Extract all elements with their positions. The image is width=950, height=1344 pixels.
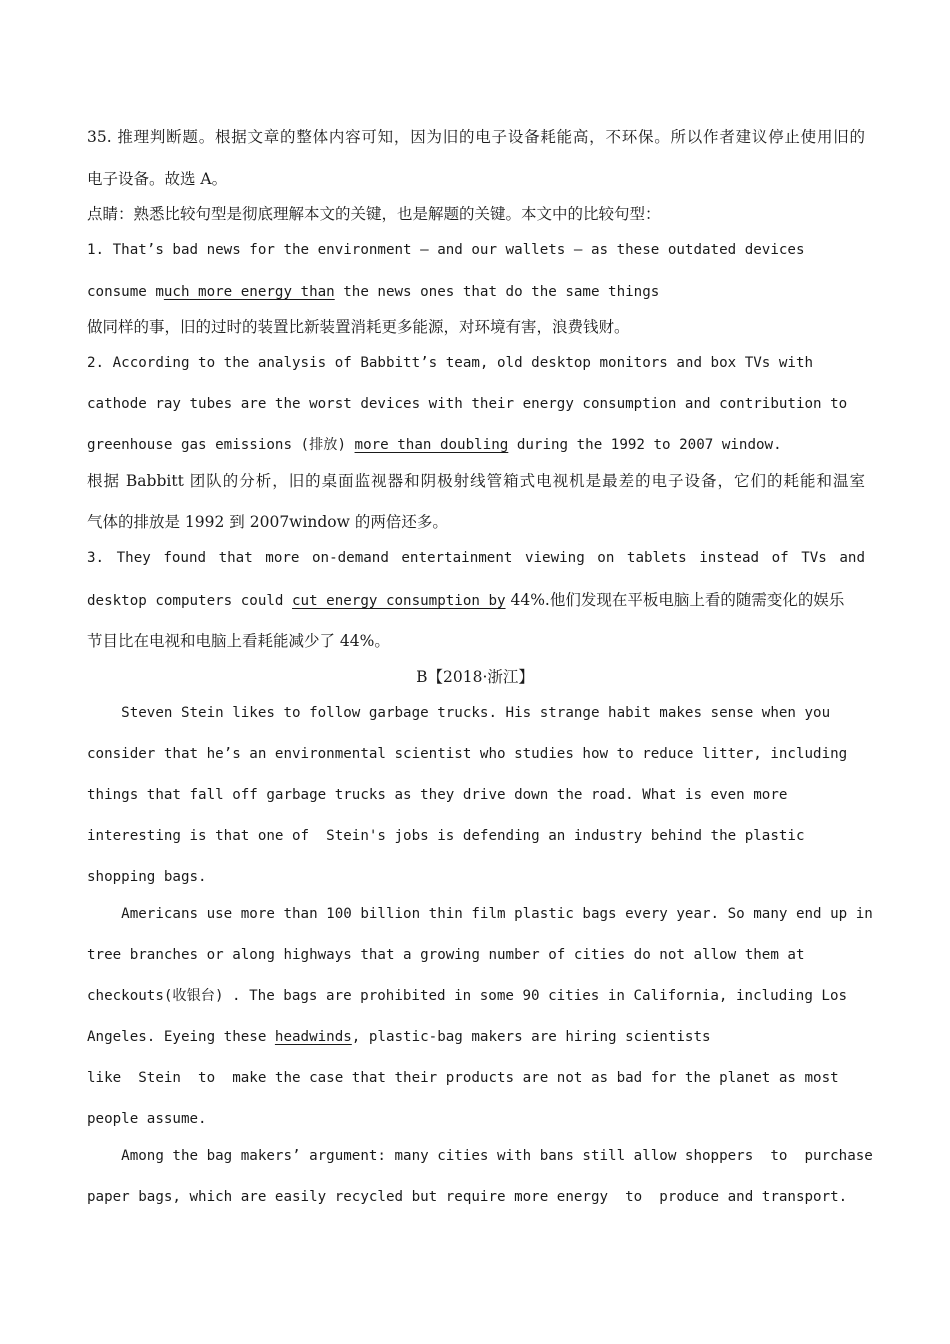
paragraph-2-line-1: Americans use more than 100 billion thin film plastic bags every year. So many end up in: [87, 906, 873, 922]
underlined-phrase: cut energy consumption by: [292, 593, 506, 609]
underlined-phrase: more than doubling: [354, 437, 509, 453]
sentence-1-translation: 做同样的事，旧的过时的装置比新装置消耗更多能源，对环境有害，浪费钱财。: [87, 318, 630, 336]
answer-35-line-2: 电子设备。故选 A。: [87, 170, 228, 188]
paragraph-1-line-4: interesting is that one of Stein's jobs is defending an industry behind the plastic: [87, 828, 805, 844]
underlined-word: headwinds: [274, 1029, 352, 1045]
sentence-1-line-1: 1. That’s bad news for the environment – and our wallets – as these outdated devices: [87, 242, 805, 258]
sentence-2-line-1: 2. According to the analysis of Babbitt’s team, old desktop monitors and box TVs with: [87, 355, 814, 371]
text-segment: during the 1992 to 2007 window.: [508, 437, 782, 453]
paragraph-2-line-4: [87, 1027, 711, 1047]
paragraph-1-line-5: shopping bags.: [87, 869, 207, 885]
sentence-3-line-1: 3. They found that more on-demand entertainment viewing on tablets instead of TVs and: [87, 550, 865, 566]
underlined-phrase: uch more energy than: [163, 284, 335, 300]
text-segment: 44%.他们发现在平板电脑上看的随需变化的娱乐: [505, 591, 845, 609]
text-segment: , plastic-bag makers are hiring scientists: [351, 1029, 711, 1045]
paragraph-1-line-2: consider that he’s an environmental scientist who studies how to reduce litter, including: [87, 746, 848, 762]
sentence-3-line-2: [87, 590, 844, 611]
paragraph-2-line-3: checkouts(收银台) . The bags are prohibited in some 90 cities in California, including Los: [87, 988, 848, 1004]
text-segment: consume m: [87, 284, 164, 300]
sentence-2-line-2: cathode ray tubes are the worst devices with their energy consumption and contribution to: [87, 396, 848, 412]
paragraph-1-line-1: Steven Stein likes to follow garbage trucks. His strange habit makes sense when you: [87, 705, 831, 721]
paragraph-3-line-1: Among the bag makers’ argument: many cities with bans still allow shoppers to purchase: [87, 1148, 873, 1164]
paragraph-2-line-5: like Stein to make the case that their products are not as bad for the planet as most: [87, 1070, 839, 1086]
sentence-2-translation-line-2: 气体的排放是 1992 到 2007window 的两倍还多。: [87, 513, 448, 531]
paragraph-1-line-3: things that fall off garbage trucks as they drive down the road. What is even more: [87, 787, 788, 803]
tip-heading: 点睛：熟悉比较句型是彻底理解本文的关键，也是解题的关键。本文中的比较句型：: [87, 205, 661, 223]
text-segment: the news ones that do the same things: [334, 284, 660, 300]
text-segment: Angeles. Eyeing these: [87, 1029, 275, 1045]
paragraph-2-line-2: tree branches or along highways that a growing number of cities do not allow them at: [87, 947, 805, 963]
section-b-title: B【2018·浙江】: [416, 668, 534, 686]
paragraph-3-line-2: paper bags, which are easily recycled but require more energy to produce and transport.: [87, 1189, 848, 1205]
paragraph-2-line-6: people assume.: [87, 1111, 207, 1127]
text-segment: desktop computers could: [87, 593, 292, 609]
sentence-3-line-3: 节目比在电视和电脑上看耗能减少了 44%。: [87, 632, 390, 650]
answer-35-line-1: 35. 推理判断题。根据文章的整体内容可知，因为旧的电子设备耗能高，不环保。所以作者建议停止使用旧的: [87, 128, 865, 146]
sentence-2-line-3: [87, 435, 782, 455]
text-segment: greenhouse gas emissions (排放): [87, 437, 355, 453]
sentence-2-translation-line-1: 根据 Babbitt 团队的分析，旧的桌面监视器和阴极射线管箱式电视机是最差的电子设备，它们的耗能和温室: [87, 472, 865, 490]
sentence-1-line-2: [87, 282, 659, 302]
